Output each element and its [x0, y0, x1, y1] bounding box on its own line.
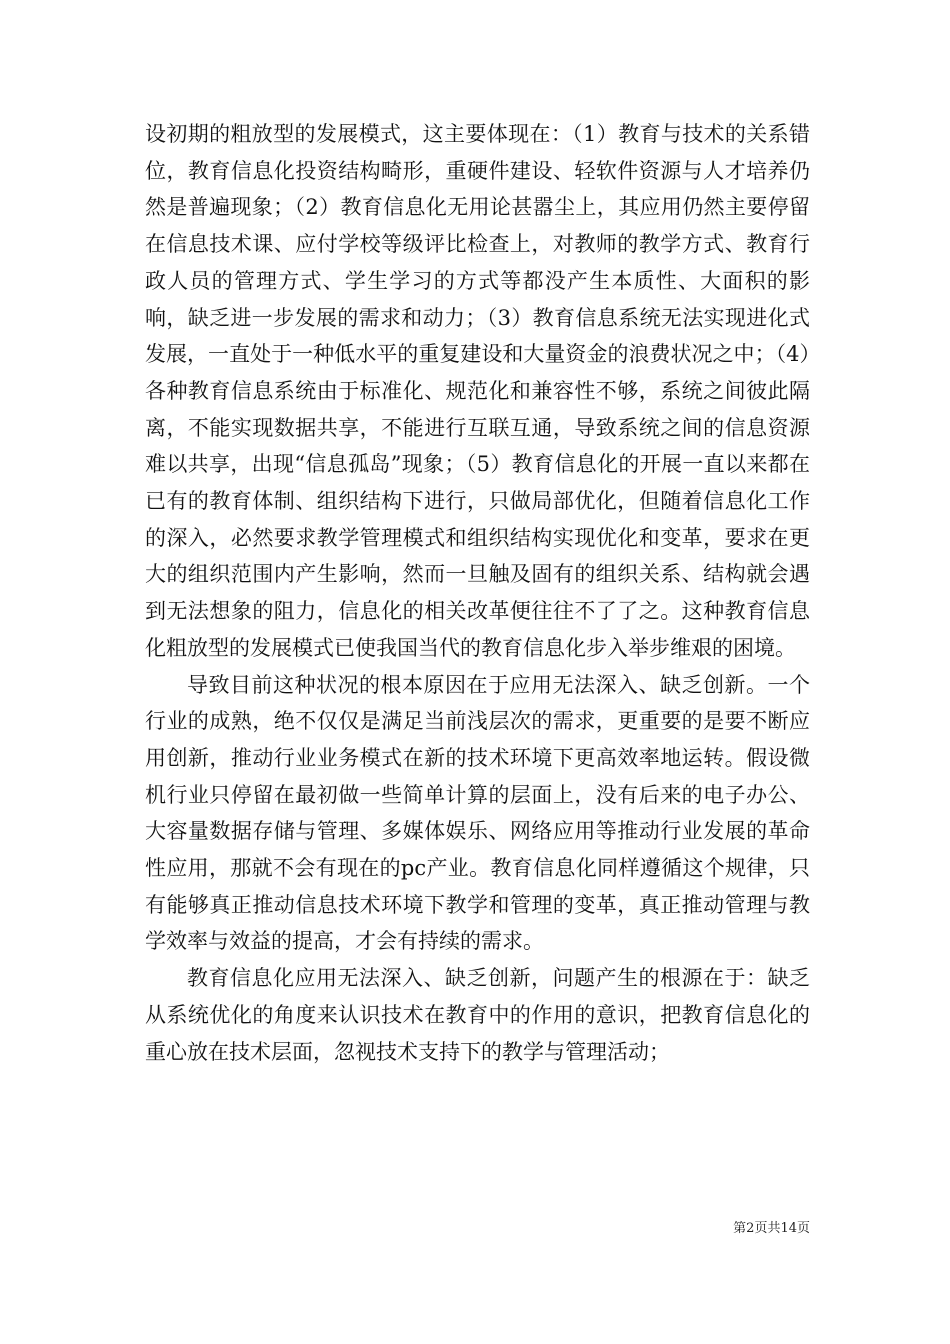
paragraph-root-cause: 导致目前这种状况的根本原因在于应用无法深入、缺乏创新。一个行业的成熟，绝不仅仅是满足当前浅层次的需求，更重要的是要不断应用创新，推动行业业务模式在新的技术环境下更高效率地运转。假设微机行业只停留在最初做一些简单计算的层面上，没有后来的电子办公、大容量数据存储与管理、多媒体娱乐、网络应用等推动行业发展的革命性应用，那就不会有现在的pc产业。教育信息化同样遵循这个规律，只有能够真正推动信息技术环境下教学和管理的变革，真正推动管理与教学效率与效益的提高，才会有持续的需求。	[145, 672, 810, 954]
paragraph-problem-source: 教育信息化应用无法深入、缺乏创新，问题产生的根源在于：缺乏从系统优化的角度来认识技术在教育中的作用的意识，把教育信息化的重心放在技术层面，忽视技术支持下的教学与管理活动；	[145, 966, 810, 1064]
paragraph-continuation: 设初期的粗放型的发展模式，这主要体现在：（1）教育与技术的关系错位，教育信息化投资结构畸形，重硬件建设、轻软件资源与人才培养仍然是普遍现象；（2）教育信息化无用论甚嚣尘上，其应用仍然主要停留在信息技术课、应付学校等级评比检查上，对教师的教学方式、教育行政人员的管理方式、学生学习的方式等都没产生本质性、大面积的影响，缺乏进一步发展的需求和动力；（3）教育信息系统无法实现进化式发展，一直处于一种低水平的重复建设和大量资金的浪费状况之中；（4）各种教育信息系统由于标准化、规范化和兼容性不够，系统之间彼此隔离，不能实现数据共享，不能进行互联互通，导致系统之间的信息资源难以共享，出现“信息孤岛”现象；（5）教育信息化的开展一直以来都在已有的教育体制、组织结构下进行，只做局部优化，但随着信息化工作的深入，必然要求教学管理模式和组织结构实现优化和变革，要求在更大的组织范围内产生影响，然而一旦触及固有的组织关系、结构就会遇到无法想象的阻力，信息化的相关改革便往往不了了之。这种教育信息化粗放型的发展模式已使我国当代的教育信息化步入举步维艰的困境。	[145, 122, 810, 660]
body-text	[145, 116, 810, 1070]
page-number-footer: 第2页共14页	[733, 1221, 810, 1236]
